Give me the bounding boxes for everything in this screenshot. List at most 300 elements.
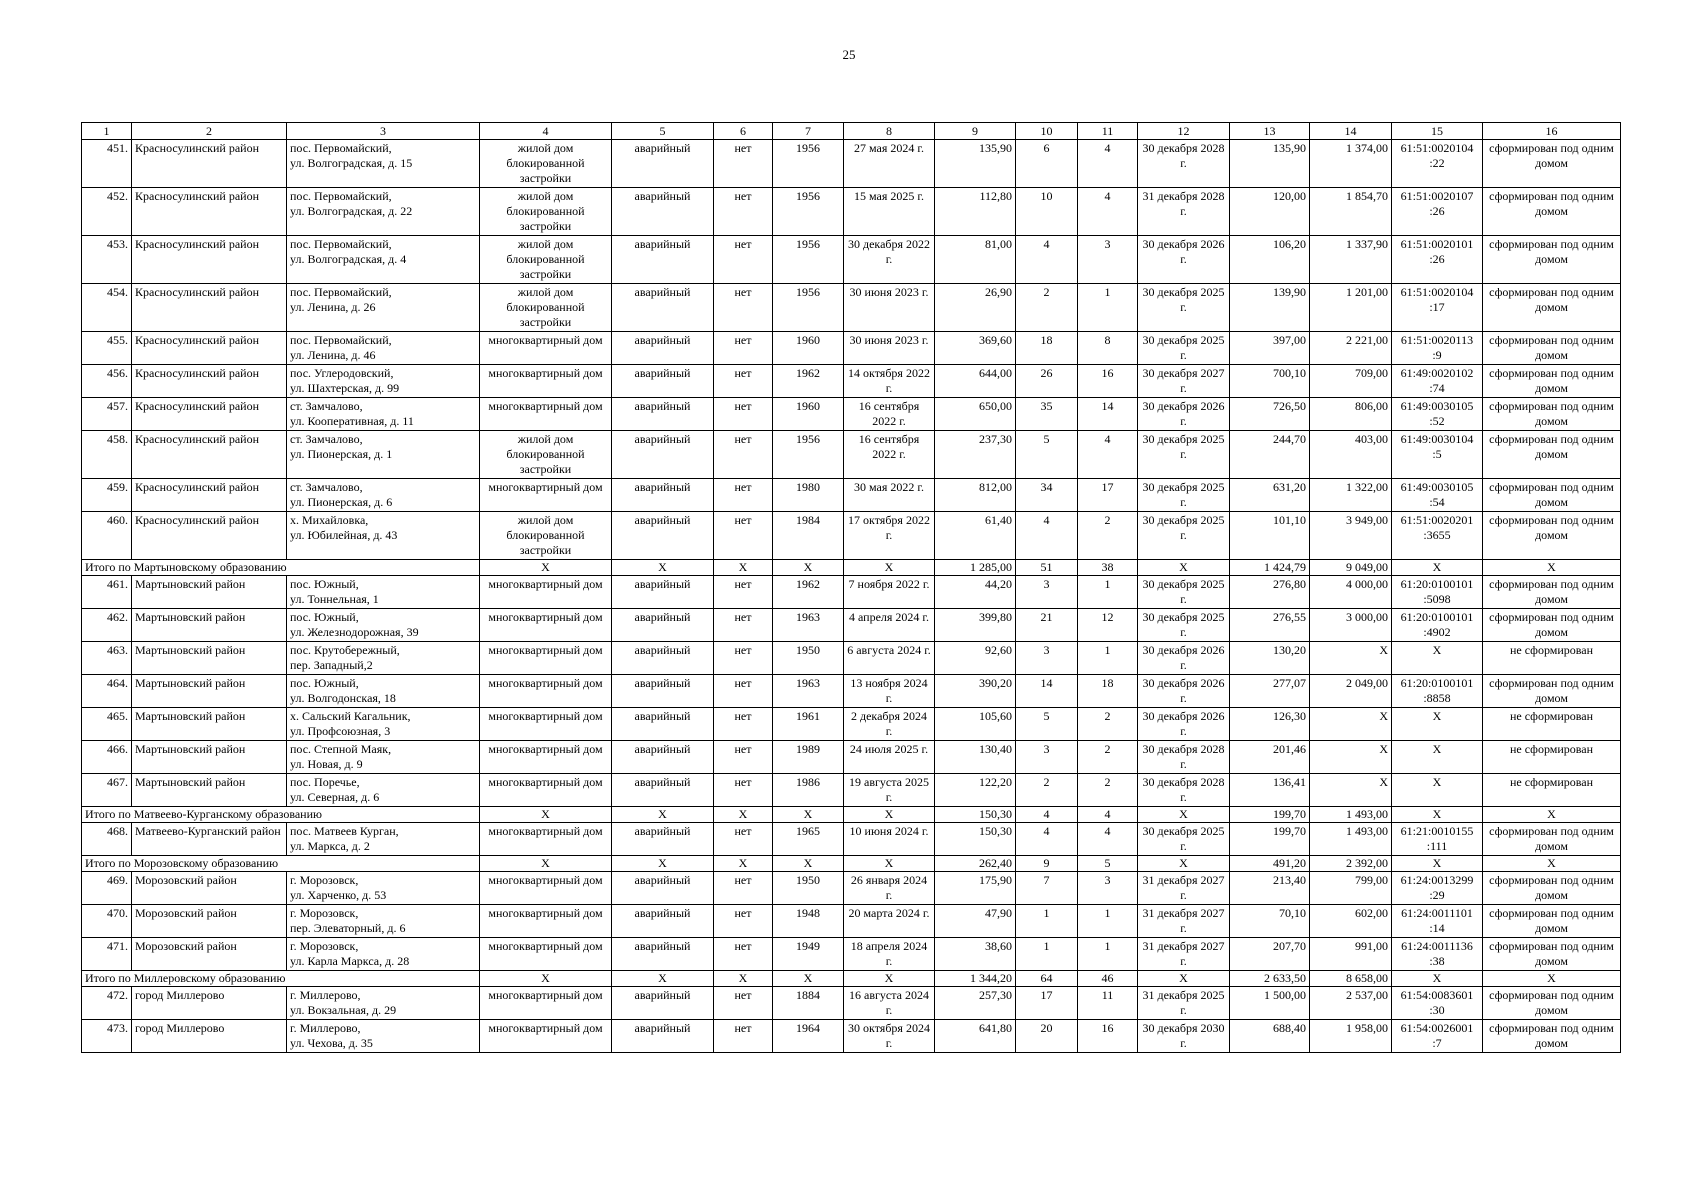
land-status-cell: сформирован под одним домом bbox=[1483, 576, 1621, 609]
building-type-cell: многоквартирный дом bbox=[480, 1020, 612, 1053]
cell-col13: 2 633,50 bbox=[1230, 971, 1310, 987]
deadline-cell: 30 декабря 2030 г. bbox=[1138, 1020, 1230, 1053]
deadline-cell: 30 декабря 2025 г. bbox=[1138, 576, 1230, 609]
deadline-cell: 30 декабря 2025 г. bbox=[1138, 284, 1230, 332]
cell-col5: X bbox=[612, 560, 714, 576]
cell-col11: 1 bbox=[1078, 905, 1138, 938]
cell-col8: X bbox=[844, 807, 935, 823]
table-row bbox=[82, 398, 1621, 431]
cell-col13: 120,00 bbox=[1230, 188, 1310, 236]
date-cell: 10 июня 2024 г. bbox=[844, 823, 935, 856]
date-cell: 24 июля 2025 г. bbox=[844, 741, 935, 774]
year-cell: 1949 bbox=[773, 938, 844, 971]
land-status-cell: не сформирован bbox=[1483, 741, 1621, 774]
cell-col11: 4 bbox=[1078, 140, 1138, 188]
cell-col15: X bbox=[1392, 856, 1483, 872]
cell-col8: X bbox=[844, 856, 935, 872]
cell-col13: 207,70 bbox=[1230, 938, 1310, 971]
cell-col16: X bbox=[1483, 971, 1621, 987]
cell-col4: X bbox=[480, 560, 612, 576]
status-cell: аварийный bbox=[612, 140, 714, 188]
cell-col9: 61,40 bbox=[935, 512, 1016, 560]
row-number: 455. bbox=[82, 332, 132, 365]
cell-col14: 991,00 bbox=[1310, 938, 1392, 971]
building-type-cell: многоквартирный дом bbox=[480, 987, 612, 1020]
address-locality: пос. Южный, bbox=[290, 676, 359, 690]
deadline-cell: 31 декабря 2027 г. bbox=[1138, 872, 1230, 905]
land-status-cell: сформирован под одним домом bbox=[1483, 188, 1621, 236]
column-number: 11 bbox=[1078, 123, 1138, 140]
building-type-cell: многоквартирный дом bbox=[480, 332, 612, 365]
date-cell: 4 апреля 2024 г. bbox=[844, 609, 935, 642]
cell-col11: 1 bbox=[1078, 642, 1138, 675]
cell-col10: 4 bbox=[1016, 236, 1078, 284]
date-cell: 6 августа 2024 г. bbox=[844, 642, 935, 675]
cell-col13: 106,20 bbox=[1230, 236, 1310, 284]
row-number: 466. bbox=[82, 741, 132, 774]
status-cell: аварийный bbox=[612, 332, 714, 365]
cell-col9: 369,60 bbox=[935, 332, 1016, 365]
cell-col11: 1 bbox=[1078, 284, 1138, 332]
cell-col9: 1 285,00 bbox=[935, 560, 1016, 576]
table-row bbox=[82, 872, 1621, 905]
cadastral-number-cell: 61:24:0011101 :14 bbox=[1392, 905, 1483, 938]
district-cell: Красносулинский район bbox=[132, 332, 287, 365]
cell-col6: нет bbox=[714, 675, 773, 708]
cell-col6: нет bbox=[714, 872, 773, 905]
district-cell: Красносулинский район bbox=[132, 140, 287, 188]
cell-col9: 237,30 bbox=[935, 431, 1016, 479]
district-cell: Красносулинский район bbox=[132, 512, 287, 560]
cell-col13: 201,46 bbox=[1230, 741, 1310, 774]
building-type-cell: жилой дом блокированной застройки bbox=[480, 431, 612, 479]
row-number: 456. bbox=[82, 365, 132, 398]
cell-col16: X bbox=[1483, 807, 1621, 823]
status-cell: аварийный bbox=[612, 741, 714, 774]
column-number: 16 bbox=[1483, 123, 1621, 140]
address-street: ул. Маркса, д. 2 bbox=[290, 839, 370, 853]
cell-col14: 1 322,00 bbox=[1310, 479, 1392, 512]
cell-col10: 18 bbox=[1016, 332, 1078, 365]
table-body bbox=[82, 140, 1621, 1053]
year-cell: 1962 bbox=[773, 576, 844, 609]
cell-col9: 650,00 bbox=[935, 398, 1016, 431]
date-cell: 19 августа 2025 г. bbox=[844, 774, 935, 807]
cell-col6: нет bbox=[714, 576, 773, 609]
cell-col9: 641,80 bbox=[935, 1020, 1016, 1053]
address-cell bbox=[287, 741, 480, 774]
cell-col9: 175,90 bbox=[935, 872, 1016, 905]
cell-col6: нет bbox=[714, 332, 773, 365]
deadline-cell: 30 декабря 2025 г. bbox=[1138, 479, 1230, 512]
cell-col9: 1 344,20 bbox=[935, 971, 1016, 987]
district-cell: Мартыновский район bbox=[132, 708, 287, 741]
land-status-cell: сформирован под одним домом bbox=[1483, 872, 1621, 905]
status-cell: аварийный bbox=[612, 236, 714, 284]
cell-col11: 16 bbox=[1078, 365, 1138, 398]
address-locality: г. Морозовск, bbox=[290, 939, 359, 953]
column-number: 6 bbox=[714, 123, 773, 140]
cell-col13: 199,70 bbox=[1230, 823, 1310, 856]
building-type-cell: многоквартирный дом bbox=[480, 905, 612, 938]
cell-col6: нет bbox=[714, 774, 773, 807]
building-type-cell: жилой дом блокированной застройки bbox=[480, 284, 612, 332]
cell-col9: 112,80 bbox=[935, 188, 1016, 236]
cell-col10: 3 bbox=[1016, 642, 1078, 675]
cell-col14: 709,00 bbox=[1310, 365, 1392, 398]
building-type-cell: многоквартирный дом bbox=[480, 398, 612, 431]
cadastral-number-cell: 61:20:0100101 :5098 bbox=[1392, 576, 1483, 609]
cell-col11: 4 bbox=[1078, 823, 1138, 856]
status-cell: аварийный bbox=[612, 365, 714, 398]
year-cell: 1980 bbox=[773, 479, 844, 512]
column-number: 4 bbox=[480, 123, 612, 140]
cell-col6: нет bbox=[714, 188, 773, 236]
cell-col9: 38,60 bbox=[935, 938, 1016, 971]
cell-col11: 4 bbox=[1078, 807, 1138, 823]
cell-col10: 64 bbox=[1016, 971, 1078, 987]
district-cell: Морозовский район bbox=[132, 905, 287, 938]
cell-col8: X bbox=[844, 971, 935, 987]
land-status-cell: сформирован под одним домом bbox=[1483, 332, 1621, 365]
date-cell: 30 декабря 2022 г. bbox=[844, 236, 935, 284]
address-locality: г. Миллерово, bbox=[290, 988, 361, 1002]
column-number: 3 bbox=[287, 123, 480, 140]
district-cell: Красносулинский район bbox=[132, 431, 287, 479]
address-locality: г. Миллерово, bbox=[290, 1021, 361, 1035]
cadastral-number-cell: 61:51:0020107 :26 bbox=[1392, 188, 1483, 236]
cell-col11: 4 bbox=[1078, 188, 1138, 236]
cell-col10: 5 bbox=[1016, 431, 1078, 479]
cell-col13: 244,70 bbox=[1230, 431, 1310, 479]
column-number: 13 bbox=[1230, 123, 1310, 140]
year-cell: 1984 bbox=[773, 512, 844, 560]
land-status-cell: сформирован под одним домом bbox=[1483, 431, 1621, 479]
cell-col11: 18 bbox=[1078, 675, 1138, 708]
cell-col10: 20 bbox=[1016, 1020, 1078, 1053]
cell-col11: 2 bbox=[1078, 708, 1138, 741]
cell-col15: X bbox=[1392, 560, 1483, 576]
cell-col10: 10 bbox=[1016, 188, 1078, 236]
subtotal-label: Итого по Морозовскому образованию bbox=[82, 856, 480, 872]
row-number: 470. bbox=[82, 905, 132, 938]
cell-col13: 276,55 bbox=[1230, 609, 1310, 642]
cell-col11: 1 bbox=[1078, 576, 1138, 609]
cell-col14: 1 337,90 bbox=[1310, 236, 1392, 284]
address-street: ул. Карла Маркса, д. 28 bbox=[290, 954, 410, 968]
district-cell: Морозовский район bbox=[132, 938, 287, 971]
table-row bbox=[82, 609, 1621, 642]
cell-col11: 16 bbox=[1078, 1020, 1138, 1053]
address-locality: пос. Южный, bbox=[290, 610, 359, 624]
cell-col13: 213,40 bbox=[1230, 872, 1310, 905]
date-cell: 17 октября 2022 г. bbox=[844, 512, 935, 560]
date-cell: 16 августа 2024 г. bbox=[844, 987, 935, 1020]
cell-col9: 257,30 bbox=[935, 987, 1016, 1020]
address-street: пер. Западный,2 bbox=[290, 658, 373, 672]
address-cell bbox=[287, 576, 480, 609]
cell-col14: 8 658,00 bbox=[1310, 971, 1392, 987]
address-street: ул. Юбилейная, д. 43 bbox=[290, 528, 398, 542]
cadastral-number-cell: 61:51:0020201 :3655 bbox=[1392, 512, 1483, 560]
row-number: 454. bbox=[82, 284, 132, 332]
land-status-cell: сформирован под одним домом bbox=[1483, 938, 1621, 971]
cell-col10: 3 bbox=[1016, 576, 1078, 609]
deadline-cell: 30 декабря 2028 г. bbox=[1138, 774, 1230, 807]
year-cell: 1956 bbox=[773, 188, 844, 236]
date-cell: 13 ноября 2024 г. bbox=[844, 675, 935, 708]
row-number: 459. bbox=[82, 479, 132, 512]
cell-col9: 135,90 bbox=[935, 140, 1016, 188]
column-number-row bbox=[82, 123, 1621, 140]
table-row bbox=[82, 774, 1621, 807]
cell-col14: 806,00 bbox=[1310, 398, 1392, 431]
address-locality: пос. Первомайский, bbox=[290, 285, 392, 299]
cadastral-number-cell: 61:20:0100101 :4902 bbox=[1392, 609, 1483, 642]
district-cell: Красносулинский район bbox=[132, 398, 287, 431]
cell-col9: 644,00 bbox=[935, 365, 1016, 398]
year-cell: 1961 bbox=[773, 708, 844, 741]
land-status-cell: сформирован под одним домом bbox=[1483, 823, 1621, 856]
district-cell: Красносулинский район bbox=[132, 284, 287, 332]
cell-col6: нет bbox=[714, 905, 773, 938]
district-cell: Красносулинский район bbox=[132, 188, 287, 236]
status-cell: аварийный bbox=[612, 609, 714, 642]
cell-col6: нет bbox=[714, 140, 773, 188]
cadastral-number-cell: 61:51:0020104 :17 bbox=[1392, 284, 1483, 332]
cell-col11: 14 bbox=[1078, 398, 1138, 431]
district-cell: Матвеево-Курганский район bbox=[132, 823, 287, 856]
cell-col10: 26 bbox=[1016, 365, 1078, 398]
cell-col9: 399,80 bbox=[935, 609, 1016, 642]
cadastral-number-cell: 61:51:0020101 :26 bbox=[1392, 236, 1483, 284]
row-number: 472. bbox=[82, 987, 132, 1020]
land-status-cell: сформирован под одним домом bbox=[1483, 609, 1621, 642]
deadline-cell: 30 декабря 2025 г. bbox=[1138, 332, 1230, 365]
cell-col7: X bbox=[773, 971, 844, 987]
subtotal-label: Итого по Матвеево-Курганскому образованию bbox=[82, 807, 480, 823]
address-locality: г. Морозовск, bbox=[290, 873, 359, 887]
cell-col10: 5 bbox=[1016, 708, 1078, 741]
year-cell: 1950 bbox=[773, 642, 844, 675]
cell-col12: X bbox=[1138, 971, 1230, 987]
cadastral-number-cell: 61:54:0026001 :7 bbox=[1392, 1020, 1483, 1053]
land-status-cell: сформирован под одним домом bbox=[1483, 140, 1621, 188]
building-type-cell: многоквартирный дом bbox=[480, 609, 612, 642]
address-cell bbox=[287, 905, 480, 938]
cell-col14: 4 000,00 bbox=[1310, 576, 1392, 609]
deadline-cell: 31 декабря 2027 г. bbox=[1138, 905, 1230, 938]
page-number: 25 bbox=[842, 47, 856, 62]
cell-col13: 70,10 bbox=[1230, 905, 1310, 938]
address-locality: пос. Углеродовский, bbox=[290, 366, 394, 380]
cell-col10: 17 bbox=[1016, 987, 1078, 1020]
address-cell bbox=[287, 188, 480, 236]
year-cell: 1948 bbox=[773, 905, 844, 938]
building-type-cell: многоквартирный дом bbox=[480, 741, 612, 774]
cell-col14: 2 537,00 bbox=[1310, 987, 1392, 1020]
cell-col14: 1 854,70 bbox=[1310, 188, 1392, 236]
cell-col14: 799,00 bbox=[1310, 872, 1392, 905]
address-locality: пос. Крутобережный, bbox=[290, 643, 400, 657]
cell-col6: нет bbox=[714, 1020, 773, 1053]
date-cell: 18 апреля 2024 г. bbox=[844, 938, 935, 971]
cadastral-number-cell: 61:49:0030104 :5 bbox=[1392, 431, 1483, 479]
district-cell: Мартыновский район bbox=[132, 576, 287, 609]
building-type-cell: многоквартирный дом bbox=[480, 823, 612, 856]
row-number: 465. bbox=[82, 708, 132, 741]
cell-col11: 38 bbox=[1078, 560, 1138, 576]
address-cell bbox=[287, 140, 480, 188]
year-cell: 1986 bbox=[773, 774, 844, 807]
year-cell: 1956 bbox=[773, 284, 844, 332]
land-status-cell: сформирован под одним домом bbox=[1483, 512, 1621, 560]
table-row bbox=[82, 236, 1621, 284]
status-cell: аварийный bbox=[612, 479, 714, 512]
cell-col6: нет bbox=[714, 987, 773, 1020]
deadline-cell: 30 декабря 2026 г. bbox=[1138, 236, 1230, 284]
emergency-housing-table bbox=[81, 122, 1621, 1053]
date-cell: 27 мая 2024 г. bbox=[844, 140, 935, 188]
cadastral-number-cell: 61:49:0020102 :74 bbox=[1392, 365, 1483, 398]
address-cell bbox=[287, 609, 480, 642]
cell-col10: 2 bbox=[1016, 284, 1078, 332]
row-number: 471. bbox=[82, 938, 132, 971]
building-type-cell: жилой дом блокированной застройки bbox=[480, 512, 612, 560]
cell-col10: 34 bbox=[1016, 479, 1078, 512]
column-number: 5 bbox=[612, 123, 714, 140]
table-row bbox=[82, 365, 1621, 398]
row-number: 453. bbox=[82, 236, 132, 284]
address-cell bbox=[287, 708, 480, 741]
cadastral-number-cell: X bbox=[1392, 741, 1483, 774]
cell-col6: нет bbox=[714, 938, 773, 971]
address-cell bbox=[287, 236, 480, 284]
district-cell: Мартыновский район bbox=[132, 609, 287, 642]
cell-col9: 122,20 bbox=[935, 774, 1016, 807]
cadastral-number-cell: 61:49:0030105 :52 bbox=[1392, 398, 1483, 431]
land-status-cell: сформирован под одним домом bbox=[1483, 284, 1621, 332]
column-number: 12 bbox=[1138, 123, 1230, 140]
address-street: ул. Пионерская, д. 6 bbox=[290, 495, 393, 509]
table-row bbox=[82, 479, 1621, 512]
column-number: 14 bbox=[1310, 123, 1392, 140]
district-cell: Мартыновский район bbox=[132, 675, 287, 708]
land-status-cell: сформирован под одним домом bbox=[1483, 905, 1621, 938]
cell-col14: 2 392,00 bbox=[1310, 856, 1392, 872]
cell-col6: нет bbox=[714, 236, 773, 284]
cell-col14: 9 049,00 bbox=[1310, 560, 1392, 576]
cell-col13: 101,10 bbox=[1230, 512, 1310, 560]
deadline-cell: 31 декабря 2025 г. bbox=[1138, 987, 1230, 1020]
date-cell: 16 сентября 2022 г. bbox=[844, 398, 935, 431]
building-type-cell: многоквартирный дом bbox=[480, 576, 612, 609]
land-status-cell: сформирован под одним домом bbox=[1483, 675, 1621, 708]
table-row bbox=[82, 708, 1621, 741]
table-row bbox=[82, 675, 1621, 708]
column-number: 9 bbox=[935, 123, 1016, 140]
table-row bbox=[82, 1020, 1621, 1053]
row-number: 463. bbox=[82, 642, 132, 675]
row-number: 451. bbox=[82, 140, 132, 188]
cell-col13: 397,00 bbox=[1230, 332, 1310, 365]
status-cell: аварийный bbox=[612, 708, 714, 741]
district-cell: Мартыновский район bbox=[132, 642, 287, 675]
cell-col10: 4 bbox=[1016, 512, 1078, 560]
building-type-cell: многоквартирный дом bbox=[480, 642, 612, 675]
row-number: 462. bbox=[82, 609, 132, 642]
cell-col11: 46 bbox=[1078, 971, 1138, 987]
cell-col11: 8 bbox=[1078, 332, 1138, 365]
status-cell: аварийный bbox=[612, 938, 714, 971]
cell-col5: X bbox=[612, 856, 714, 872]
table-row bbox=[82, 431, 1621, 479]
district-cell: Мартыновский район bbox=[132, 741, 287, 774]
cell-col10: 51 bbox=[1016, 560, 1078, 576]
status-cell: аварийный bbox=[612, 284, 714, 332]
row-number: 458. bbox=[82, 431, 132, 479]
cell-col14: 3 000,00 bbox=[1310, 609, 1392, 642]
cell-col13: 1 500,00 bbox=[1230, 987, 1310, 1020]
deadline-cell: 30 декабря 2025 г. bbox=[1138, 609, 1230, 642]
address-locality: пос. Первомайский, bbox=[290, 237, 392, 251]
cell-col9: 150,30 bbox=[935, 823, 1016, 856]
building-type-cell: многоквартирный дом bbox=[480, 675, 612, 708]
land-status-cell: не сформирован bbox=[1483, 642, 1621, 675]
year-cell: 1964 bbox=[773, 1020, 844, 1053]
cell-col9: 262,40 bbox=[935, 856, 1016, 872]
cell-col14: 2 049,00 bbox=[1310, 675, 1392, 708]
year-cell: 1960 bbox=[773, 398, 844, 431]
cell-col11: 2 bbox=[1078, 741, 1138, 774]
cell-col10: 9 bbox=[1016, 856, 1078, 872]
cell-col6: X bbox=[714, 971, 773, 987]
cell-col11: 2 bbox=[1078, 512, 1138, 560]
deadline-cell: 30 декабря 2025 г. bbox=[1138, 512, 1230, 560]
table-row bbox=[82, 823, 1621, 856]
building-type-cell: многоквартирный дом bbox=[480, 365, 612, 398]
cell-col6: X bbox=[714, 807, 773, 823]
address-locality: х. Михайловка, bbox=[290, 513, 369, 527]
land-status-cell: сформирован под одним домом bbox=[1483, 236, 1621, 284]
date-cell: 15 мая 2025 г. bbox=[844, 188, 935, 236]
cell-col14: 1 374,00 bbox=[1310, 140, 1392, 188]
cell-col6: нет bbox=[714, 365, 773, 398]
year-cell: 1956 bbox=[773, 140, 844, 188]
deadline-cell: 30 декабря 2028 г. bbox=[1138, 741, 1230, 774]
year-cell: 1884 bbox=[773, 987, 844, 1020]
address-locality: г. Морозовск, bbox=[290, 906, 359, 920]
year-cell: 1963 bbox=[773, 675, 844, 708]
subtotal-label: Итого по Миллеровскому образованию bbox=[82, 971, 480, 987]
address-cell bbox=[287, 398, 480, 431]
cell-col13: 136,41 bbox=[1230, 774, 1310, 807]
cell-col5: X bbox=[612, 807, 714, 823]
subtotal-row bbox=[82, 856, 1621, 872]
cadastral-number-cell: 61:24:0013299 :29 bbox=[1392, 872, 1483, 905]
status-cell: аварийный bbox=[612, 576, 714, 609]
land-status-cell: не сформирован bbox=[1483, 708, 1621, 741]
status-cell: аварийный bbox=[612, 823, 714, 856]
table-row bbox=[82, 576, 1621, 609]
cell-col14: 2 221,00 bbox=[1310, 332, 1392, 365]
cadastral-number-cell: X bbox=[1392, 774, 1483, 807]
status-cell: аварийный bbox=[612, 905, 714, 938]
address-street: ул. Шахтерская, д. 99 bbox=[290, 381, 400, 395]
cell-col10: 2 bbox=[1016, 774, 1078, 807]
address-street: ул. Волгоградская, д. 15 bbox=[290, 156, 413, 170]
cell-col13: 491,20 bbox=[1230, 856, 1310, 872]
